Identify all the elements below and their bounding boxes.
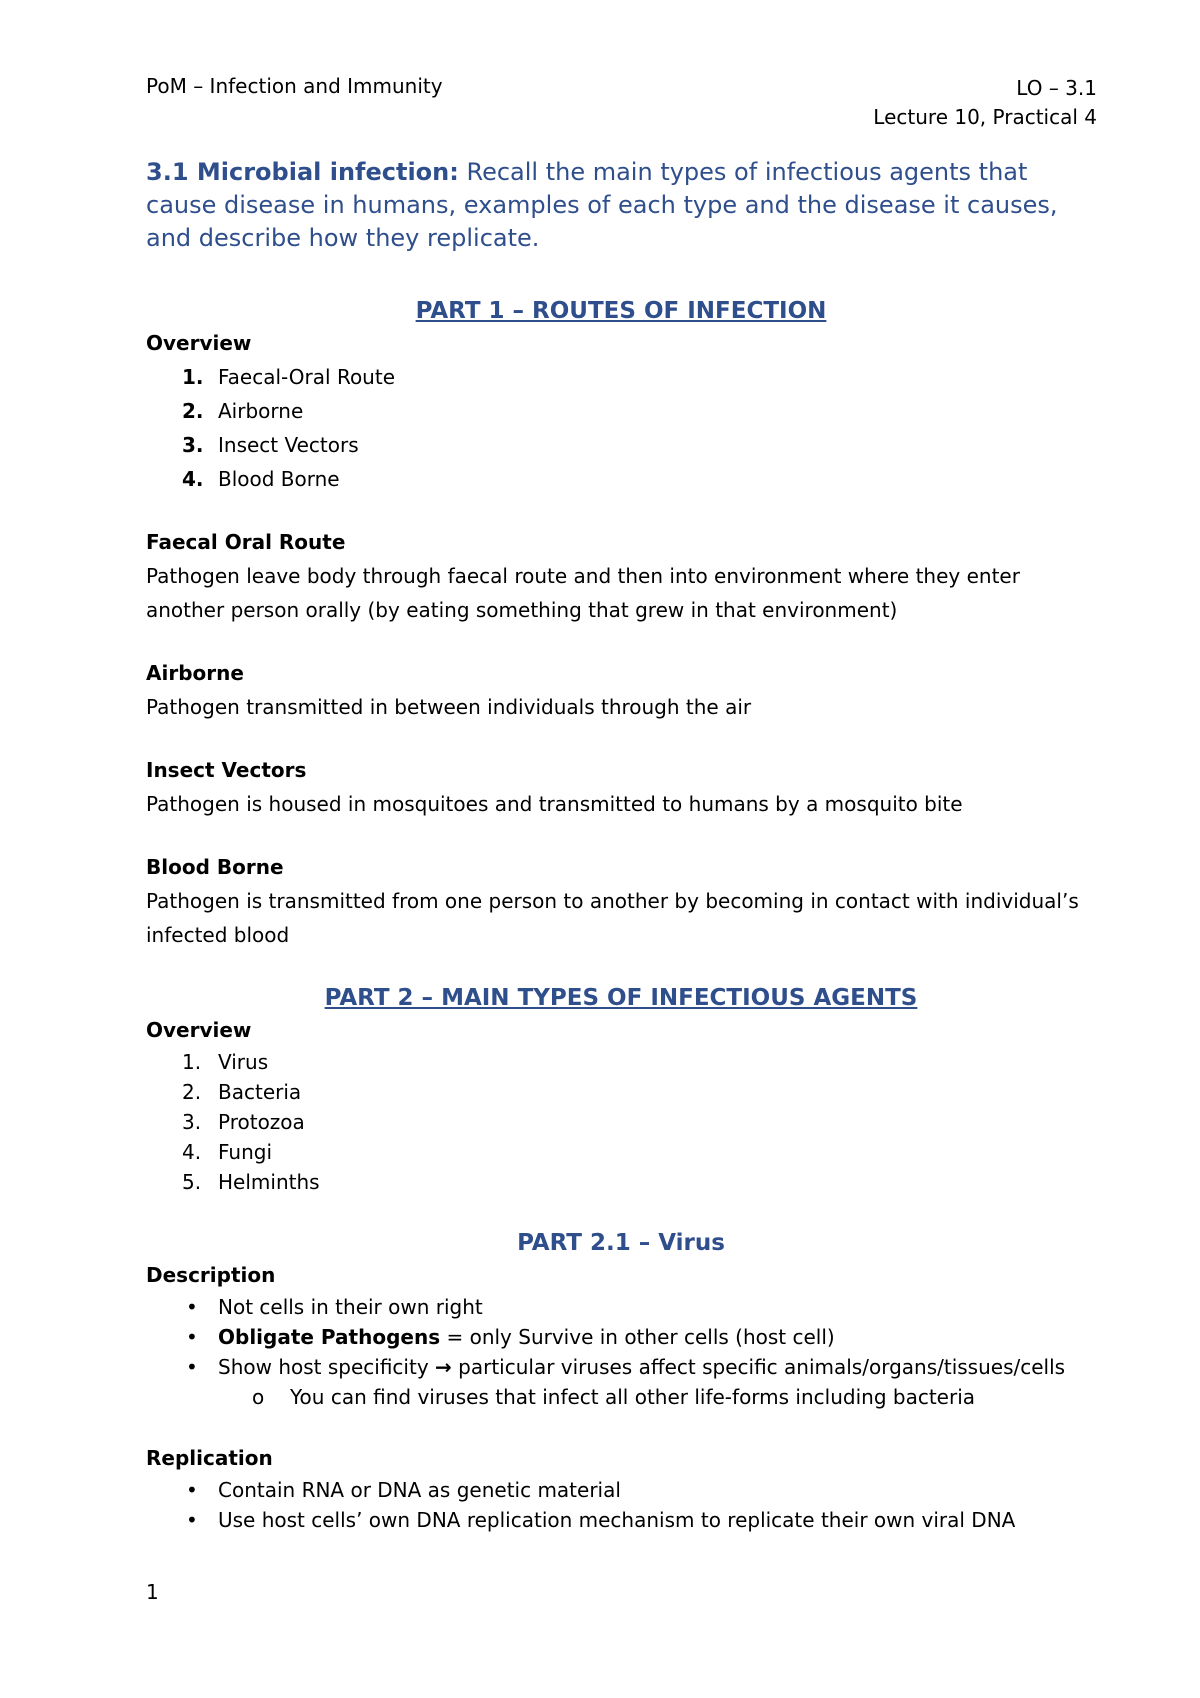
list-item: • Contain RNA or DNA as genetic material (146, 1475, 1096, 1505)
header-lo: LO – 3.1 (1016, 76, 1097, 100)
list-item: 4. Fungi (182, 1140, 273, 1164)
replication-label: Replication (146, 1446, 273, 1470)
part1-overview-label: Overview (146, 331, 252, 355)
section-text-faecal-oral: Pathogen leave body through faecal route and then into environment where they enter another person orally (by eating something that grew in that environment) (146, 564, 1020, 622)
section-heading-airborne: Airborne (146, 661, 244, 685)
bullet-icon: • (186, 1355, 198, 1379)
lo-text: Recall the main types of infectious agents that cause disease in humans, examples of each type and the disease it causes, and describe how they replicate. (146, 158, 1058, 252)
part1-title: PART 1 – ROUTES OF INFECTION (415, 298, 827, 324)
part1-overview-list (146, 360, 1096, 496)
list-item: 2. Bacteria (182, 1080, 302, 1104)
page-number: 1 (146, 1580, 159, 1604)
bullet-icon: • (186, 1295, 198, 1319)
header-left: PoM – Infection and Immunity (146, 74, 443, 98)
bullet-icon: • (186, 1478, 198, 1502)
section-heading-faecal-oral: Faecal Oral Route (146, 530, 346, 554)
replication-list (146, 1475, 1096, 1535)
list-item: • Not cells in their own right (146, 1292, 1096, 1322)
bullet-icon: • (186, 1508, 198, 1532)
bullet-icon: • (186, 1325, 198, 1349)
section-text-blood-borne: Pathogen is transmitted from one person to another by becoming in contact with individual’s infected blood (146, 889, 1079, 947)
list-item: • Obligate Pathogens = only Survive in other cells (host cell) (146, 1322, 1096, 1352)
list-item: 3. Insect Vectors (182, 433, 359, 457)
description-list (146, 1292, 1096, 1412)
lo-heading: 3.1 Microbial infection: (146, 158, 459, 186)
document-body (146, 156, 1096, 1535)
part2-overview-label: Overview (146, 1018, 252, 1042)
list-item: 2. Airborne (182, 399, 304, 423)
part2-title: PART 2 – MAIN TYPES OF INFECTIOUS AGENTS (324, 985, 918, 1011)
section-text-airborne: Pathogen transmitted in between individuals through the air (146, 695, 752, 719)
list-item: 3. Protozoa (182, 1110, 305, 1134)
list-item: 1. Faecal-Oral Route (182, 365, 396, 389)
part2-overview-list (146, 1047, 1096, 1197)
list-item: o You can find viruses that infect all other life-forms including bacteria (146, 1382, 1096, 1412)
learning-objective (146, 156, 1096, 255)
sub-bullet-icon: o (252, 1385, 265, 1409)
section-heading-blood-borne: Blood Borne (146, 855, 284, 879)
list-item: • Use host cells’ own DNA replication mechanism to replicate their own viral DNA (146, 1505, 1096, 1535)
header-lecture: Lecture 10, Practical 4 (873, 105, 1097, 129)
section-heading-insect-vectors: Insect Vectors (146, 758, 307, 782)
header-right (873, 74, 1097, 132)
description-label: Description (146, 1263, 276, 1287)
list-item: 4. Blood Borne (182, 467, 340, 491)
list-item: • Show host specificity → particular viruses affect specific animals/organs/tissues/cells (146, 1352, 1096, 1382)
list-item: 5. Helminths (182, 1170, 320, 1194)
section-text-insect-vectors: Pathogen is housed in mosquitoes and transmitted to humans by a mosquito bite (146, 792, 963, 816)
list-item: 1. Virus (182, 1050, 269, 1074)
part21-title: PART 2.1 – Virus (517, 1230, 725, 1256)
arrow-right-icon: → (435, 1355, 452, 1379)
